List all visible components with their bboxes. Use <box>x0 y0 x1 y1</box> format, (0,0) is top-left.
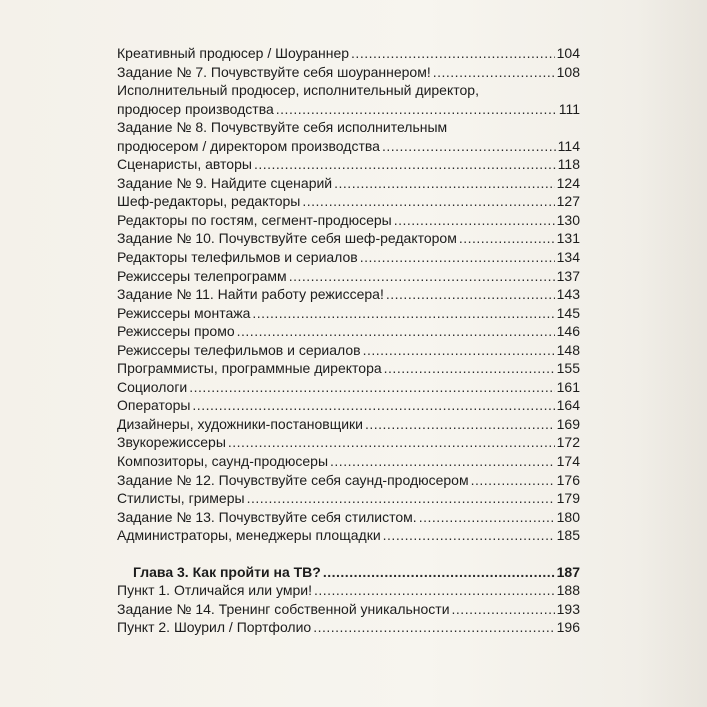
toc-entry-title-line1: Задание № 8. Почувствуйте себя исполнительным <box>117 119 448 136</box>
toc-leader-dots <box>192 396 554 415</box>
toc-entry <box>117 322 580 341</box>
toc-leader-dots <box>276 100 556 119</box>
toc-entry <box>117 192 580 211</box>
toc-entry-title: Социологи <box>117 378 188 395</box>
toc-entry <box>117 211 580 230</box>
toc-entry <box>117 415 580 434</box>
toc-entry-page: 146 <box>556 323 580 340</box>
toc-entry-title: Режиссеры монтажа <box>117 304 251 321</box>
toc-entry <box>117 229 580 248</box>
toc-entry-title-line2: продюсером / директором производства <box>117 137 380 154</box>
toc-entry-page: 127 <box>556 193 580 210</box>
chapter-page: 187 <box>556 563 580 580</box>
toc-leader-dots <box>365 415 555 434</box>
toc-entry-page: 180 <box>556 508 580 525</box>
toc-entry <box>117 508 580 527</box>
toc-entry <box>117 155 580 174</box>
toc-entry <box>117 471 580 490</box>
toc-leader-dots <box>330 452 555 471</box>
toc-leader-dots <box>189 378 554 397</box>
toc-entry <box>117 63 580 82</box>
toc-entry-page: 179 <box>556 490 580 507</box>
toc-entry-page: 185 <box>556 527 580 544</box>
toc-entry-page: 137 <box>556 267 580 284</box>
toc-entry-page: 131 <box>556 230 580 247</box>
toc-entry <box>117 359 580 378</box>
toc-entry-page: 188 <box>556 582 580 599</box>
toc-leader-dots <box>289 267 555 286</box>
toc-entry <box>117 304 580 323</box>
toc-entry-title: Звукорежиссеры <box>117 434 226 451</box>
toc-entry-title: Стилисты, гримеры <box>117 490 245 507</box>
toc-entry-title: Композиторы, саунд-продюсеры <box>117 453 329 470</box>
toc-entry-page: 176 <box>556 471 580 488</box>
toc-leader-dots <box>459 229 555 248</box>
page-edge-shadow <box>637 0 707 707</box>
toc-entry-title: Пункт 1. Отличайся или умри! <box>117 582 312 599</box>
toc-entry <box>117 452 580 471</box>
toc-entry <box>117 267 580 286</box>
toc-entry-title: Сценаристы, авторы <box>117 156 252 173</box>
toc-leader-dots <box>363 341 555 360</box>
toc-entry-page: 193 <box>556 600 580 617</box>
toc-leader-dots <box>247 489 555 508</box>
toc-leader-dots <box>360 248 555 267</box>
toc-leader-dots <box>254 155 556 174</box>
table-of-contents <box>117 44 580 637</box>
toc-leader-dots <box>419 508 555 527</box>
toc-entry-page: 145 <box>556 304 580 321</box>
toc-entry-title-line2: продюсер производства <box>117 100 274 117</box>
toc-entry-title: Пункт 2. Шоурил / Портфолио <box>117 619 312 636</box>
toc-entry-page: 164 <box>556 397 580 414</box>
toc-entry-title: Администраторы, менеджеры площадки <box>117 527 381 544</box>
toc-entry <box>117 174 580 193</box>
toc-entry <box>117 341 580 360</box>
toc-entry-title: Режиссеры телефильмов и сериалов <box>117 341 361 358</box>
toc-leader-dots <box>323 563 555 582</box>
toc-leader-dots <box>452 600 555 619</box>
section-gap <box>117 545 580 563</box>
toc-leader-dots <box>252 304 554 323</box>
toc-entry <box>117 81 580 118</box>
toc-entry-page: 169 <box>556 415 580 432</box>
toc-entry <box>117 118 580 155</box>
toc-leader-dots <box>314 581 555 600</box>
toc-entry-page: 174 <box>556 453 580 470</box>
chapter-title: Глава 3. Как пройти на ТВ? <box>133 563 321 580</box>
toc-entry-title: Задание № 7. Почувствуйте себя шоураннером! <box>117 63 431 80</box>
toc-entry-title: Программисты, программные директора <box>117 360 382 377</box>
toc-leader-dots <box>386 285 555 304</box>
toc-entry-page: 118 <box>557 156 580 173</box>
toc-entry-title: Задание № 14. Тренинг собственной уникальности <box>117 600 450 617</box>
toc-entry-page: 143 <box>556 286 580 303</box>
toc-entry-page: 108 <box>556 63 580 80</box>
toc-entry-page: 111 <box>558 100 580 117</box>
toc-leader-dots <box>237 322 555 341</box>
toc-leader-dots <box>394 211 555 230</box>
toc-entry-title: Задание № 11. Найти работу режиссера! <box>117 286 384 303</box>
toc-leader-dots <box>302 192 554 211</box>
toc-chapter-heading <box>117 563 580 582</box>
toc-entry-title-line1: Исполнительный продюсер, исполнительный директор, <box>117 82 479 99</box>
toc-entry <box>117 433 580 452</box>
toc-entry <box>117 285 580 304</box>
toc-entry-page: 155 <box>556 360 580 377</box>
toc-entry <box>117 44 580 63</box>
toc-entry-page: 134 <box>556 249 580 266</box>
toc-entry-title: Редакторы телефильмов и сериалов <box>117 249 358 266</box>
toc-entry-page: 130 <box>556 211 580 228</box>
toc-entry-title: Задание № 10. Почувствуйте себя шеф-редактором <box>117 230 457 247</box>
toc-leader-dots <box>383 526 555 545</box>
toc-leader-dots <box>334 174 555 193</box>
toc-leader-dots <box>228 433 555 452</box>
toc-entry <box>117 618 580 637</box>
toc-entry <box>117 378 580 397</box>
toc-entry-title: Редакторы по гостям, сегмент-продюсеры <box>117 211 392 228</box>
toc-leader-dots <box>313 618 554 637</box>
toc-entry-page: 161 <box>556 378 580 395</box>
toc-leader-dots <box>382 137 556 156</box>
toc-entry-title: Шеф-редакторы, редакторы <box>117 193 301 210</box>
toc-entry-title: Задание № 13. Почувствуйте себя стилистом. <box>117 508 417 525</box>
toc-entry-page: 114 <box>557 137 580 154</box>
toc-entry <box>117 600 580 619</box>
toc-entry-title: Креативный продюсер / Шоураннер <box>117 45 350 61</box>
toc-entry-title: Дизайнеры, художники-постановщики <box>117 415 363 432</box>
toc-entry-page: 124 <box>556 174 580 191</box>
toc-entry-title: Режиссеры телепрограмм <box>117 267 287 284</box>
toc-entry <box>117 396 580 415</box>
toc-entry-title: Задание № 9. Найдите сценарий <box>117 174 333 191</box>
toc-leader-dots <box>471 471 555 490</box>
toc-entry-page: 172 <box>556 434 580 451</box>
toc-leader-dots <box>384 359 555 378</box>
toc-entry-page: 104 <box>556 45 580 61</box>
toc-entry <box>117 526 580 545</box>
toc-leader-dots <box>433 63 555 82</box>
toc-entry-page: 148 <box>556 341 580 358</box>
toc-entry-title: Задание № 12. Почувствуйте себя саунд-продюсером <box>117 471 469 488</box>
toc-leader-dots <box>351 44 555 63</box>
toc-entry-page: 196 <box>556 619 580 636</box>
toc-entry <box>117 489 580 508</box>
toc-entry-title: Режиссеры промо <box>117 323 235 340</box>
toc-entry <box>117 248 580 267</box>
toc-entry <box>117 581 580 600</box>
toc-entry-title: Операторы <box>117 397 191 414</box>
